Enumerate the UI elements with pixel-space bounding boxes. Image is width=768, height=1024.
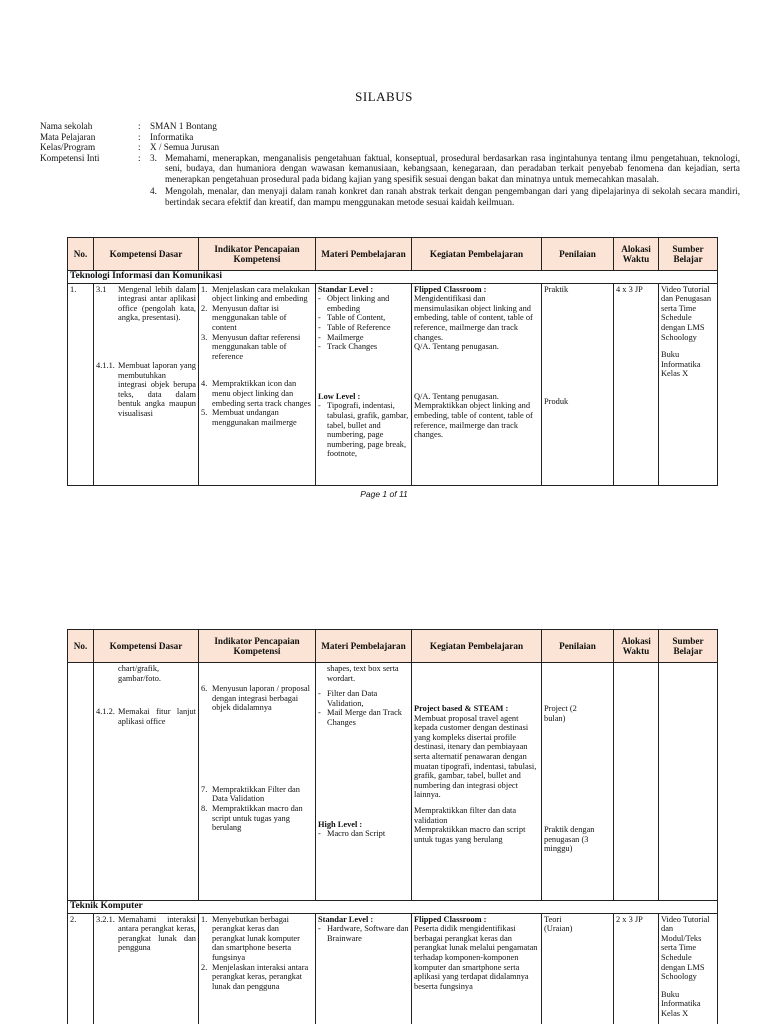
cell-alokasi: [614, 663, 659, 901]
col-header-ipk: Indikator Pencapaian Kompetensi: [199, 238, 316, 271]
col-header-kd: Kompetensi Dasar: [94, 238, 199, 271]
col-header-penilaian: Penilaian: [542, 630, 614, 663]
cell-kd: 3.1 Mengenal lebih dalam integrasi antar aplikasi office (pengolah kata, angka, presentasi). 4.1.1. Membuat laporan yang membutuhkan integrasi objek berupa teks, data dalam bentuk angka maupun visualisasi: [94, 283, 199, 485]
list-item: - Mail Merge dan Track Changes: [318, 708, 402, 727]
col-header-ipk: Indikator Pencapaian Kompetensi: [199, 630, 316, 663]
col-header-kegiatan: Kegiatan Pembelajaran: [412, 238, 542, 271]
cell-ipk: [199, 913, 316, 1024]
info-row-class: Kelas/Program : X / Semua Jurusan: [40, 142, 220, 152]
col-header-kegiatan: Kegiatan Pembelajaran: [412, 630, 542, 663]
cell-penilaian: Teori (Uraian): [542, 913, 614, 1024]
cell-sumber: [659, 663, 718, 901]
section-title: Teknik Komputer: [68, 901, 718, 914]
col-header-kd: Kompetensi Dasar: [94, 630, 199, 663]
cell-kd: chart/grafik, gambar/foto. 4.1.2. Memakai fitur lanjut aplikasi office: [94, 663, 199, 901]
info-row-core-competence: Kompetensi Inti : 3. Memahami, menerapkan, menganalisis pengetahuan faktual, konseptual, prosedural berdasarkan rasa ingintahunya tentang ilmu pengetahuan, teknologi, seni, budaya, dan humaniora dengan wawasan kemanusiaan, kebangsaan, kenegaraan, dan peradaban terkait penyebab fenomena dan kejadian, serta menerapkan pengetahuan prosedural pada bidang kajian yang spesifik sesuai dengan bakat dan minatnya untuk memecahkan masalah. 4. Mengolah, menalar, dan menyaji dalam ranah konkret dan ranah abstrak terkait dengan pengembangan dari yang dipelajarinya di sekolah secara mandiri, bertindak secara efektif dan kreatif, dan mampu menggunakan metode sesuai kaidah keilmuan.: [40, 152, 740, 207]
col-header-penilaian: Penilaian: [542, 238, 614, 271]
table-header-row: [68, 238, 718, 271]
cell-ipk: [199, 283, 316, 485]
page-footer: Page 1 of 11: [360, 489, 408, 499]
section-row: [68, 901, 718, 914]
list-item: - Tipografi, indentasi, tabulasi, grafik, gambar, tabel, bullet and numbering, page numbering, page break, footnote,: [318, 401, 409, 459]
cell-sumber: Video Tutorial dan Modul/Teks serta Time Schedule dengan LMS Schoology Buku Informatika Kelas X: [659, 913, 718, 1024]
list-item: - Table of Reference: [318, 322, 391, 332]
section-row: [68, 271, 718, 284]
cell-alokasi: 2 x 3 JP: [614, 913, 659, 1024]
list-item: 8. Mempraktikkan macro dan script untuk tugas yang berulang: [201, 803, 303, 833]
table-row: [68, 283, 718, 485]
col-header-materi: Materi Pembelajaran: [316, 630, 412, 663]
page-gap: [0, 545, 768, 611]
list-item: 3. Memahami, menerapkan, menganalisis pengetahuan faktual, konseptual, prosedural berdasarkan rasa ingintahunya tentang ilmu pengetahuan, teknologi, seni, budaya, dan humaniora dengan wawasan kemanusiaan, kebangsaan, kenegaraan, dan peradaban terkait penyebab fenomena dan kejadian, serta menerapkan pengetahuan prosedural pada bidang kajian yang spesifik sesuai dengan bakat dan minatnya untuk memecahkan masalah.: [150, 152, 740, 184]
cell-materi: shapes, text box serta wordart. - Filter dan Data Validation, - Mail Merge dan Track Changes High Level : - Macro dan Script: [316, 663, 412, 901]
list-item: 5. Membuat undangan menggunakan mailmerge: [201, 408, 297, 427]
list-item: 7. Mempraktikkan Filter dan Data Validation: [201, 784, 300, 804]
table-header-row: [68, 630, 718, 663]
list-item: 2. Menjelaskan interaksi antara perangkat keras, perangkat lunak dan pengguna: [201, 962, 309, 991]
syllabus-table-page-1: [67, 237, 718, 486]
list-item: 1. Menjelaskan cara melakukan object linking and embeding: [201, 284, 310, 304]
cell-materi: Standar Level : - Hardware, Software dan Brainware: [316, 913, 412, 1024]
col-header-alokasi: Alokasi Waktu: [614, 238, 659, 271]
list-item: - Hardware, Software dan Brainware: [318, 924, 409, 943]
document-page-2: [0, 611, 768, 1024]
list-item: - Table of Content,: [318, 313, 386, 323]
syllabus-table-page-2: [67, 629, 718, 1024]
row-number: 1.: [68, 283, 94, 485]
section-title: Teknologi Informasi dan Komunikasi: [68, 271, 718, 284]
cell-kd: 3.2.1. Memahami interaksi antara perangkat keras, perangkat lunak dan pengguna: [94, 913, 199, 1024]
row-number: [68, 663, 94, 901]
info-row-school: Nama sekolah : SMAN 1 Bontang: [40, 121, 217, 131]
cell-penilaian: Praktik Produk: [542, 283, 614, 485]
cell-kegiatan: Project based & STEAM : Membuat proposal travel agent kepada customer dengan destinasi yang kompleks disertai profile destinasi, itenary dan pembiayaan serta alternatif penawaran dengan muatan tipografi, indentasi, tabulasi, grafik, gambar, tabel, bullet and numbering dan integrasi object lainnya. Mempraktikkan filter dan data validation Mempraktikkan macro dan script untuk tugas yang berulang: [412, 663, 542, 901]
cell-kegiatan: Flipped Classroom : Peserta didik mengidentifikasi berbagai perangkat keras dan perangkat lunak melalui pengamatan terhadap komponen-komponen komputer dan smartphone serta aplikasi yang terdapat didalamnya beserta fungsinya: [412, 913, 542, 1024]
list-item: 2. Menyusun daftar isi menggunakan table of content: [201, 303, 287, 332]
table-row: [68, 913, 718, 1024]
col-header-sumber: Sumber Belajar: [659, 630, 718, 663]
cell-materi: Standar Level : - Object linking and embeding - Table of Content, - Table of Reference - Mailmerge - Track Changes Low Level : - Tipografi, indentasi, tabulasi, grafik, gambar, tabel, bullet and numbering, page numbering, page break, footnote,: [316, 283, 412, 485]
list-item: 6. Menyusun laporan / proposal dengan integrasi berbagai objek didalamnya: [201, 684, 310, 713]
list-item: 1. Menyebutkan berbagai perangkat keras dan perangkat lunak komputer dan smartphone beserta fungsinya: [201, 914, 300, 962]
col-header-materi: Materi Pembelajaran: [316, 238, 412, 271]
col-header-sumber: Sumber Belajar: [659, 238, 718, 271]
list-item: 4. Mempraktikkan icon dan menu object linking dan embeding serta track changes: [201, 379, 311, 408]
core-competence-list: [150, 153, 740, 208]
col-header-no: No.: [68, 238, 94, 271]
list-item: - Macro dan Script: [318, 829, 386, 839]
table-row: [68, 663, 718, 901]
list-item: - Track Changes: [318, 342, 378, 352]
cell-sumber: Video Tutorial dan Penugasan serta Time Schedule dengan LMS Schoology Buku Informatika Kelas X: [659, 283, 718, 485]
cell-alokasi: 4 x 3 JP: [614, 283, 659, 485]
cell-kegiatan: Flipped Classroom : Mengidentifikasi dan mensimulasikan object linking and embeding, table of content, table of reference, mailmerge dan track changes. Q/A. Tentang penugasan. Q/A. Tentang penugasan. Mempraktikkan object linking and embeding, table of content, table of reference, mailmerge dan track changes.: [412, 283, 542, 485]
list-item: 3. Menyusun daftar referensi menggunakan table of reference: [201, 332, 301, 361]
row-number: 2.: [68, 913, 94, 1024]
school-info: [40, 121, 740, 209]
info-row-subject: Mata Pelajaran : Informatika: [40, 131, 194, 142]
list-item: 4. Mengolah, menalar, dan menyaji dalam ranah konkret dan ranah abstrak terkait dengan pengembangan dari yang dipelajarinya di sekolah secara mandiri, bertindak secara efektif dan kreatif, dan mampu menggunakan metode sesuai kaidah keilmuan.: [150, 186, 740, 207]
cell-ipk: [199, 663, 316, 901]
page-title: SILABUS: [355, 89, 413, 104]
list-item: - Filter dan Data Validation,: [318, 689, 378, 708]
list-item: - Mailmerge: [318, 332, 364, 342]
cell-penilaian: Project (2 bulan) Praktik dengan penugasan (3 minggu): [542, 663, 614, 901]
col-header-alokasi: Alokasi Waktu: [614, 630, 659, 663]
col-header-no: No.: [68, 630, 94, 663]
list-item: - Object linking and embeding: [318, 294, 390, 313]
